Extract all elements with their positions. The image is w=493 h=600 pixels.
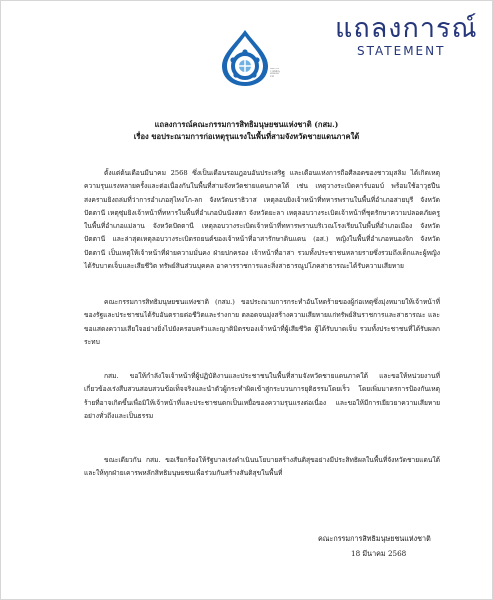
logo-caption: คณะกรรมการสิทธิมนุษยชนแห่งชาติ	[270, 68, 280, 78]
statement-date: 18 มีนาคม 2568	[351, 549, 407, 558]
body-paragraph: กสม. ขอให้กำลังใจเจ้าหน้าที่ผู้ปฏิบัติงานและประชาชนในพื้นที่สามจังหวัดชายแดนภาคใต้ และขอให้หน่วยงานที่เกี่ยวข้องเร่งสืบสวนสอบสวนข้อเท็จจริงและนำตัวผู้กระทำผิดเข้าสู่กระบวนการยุติธรรมโดยเร็ว โดยเพิ่มมาตรการป้องกันเหตุร้ายที่อาจเกิดขึ้นเพื่อมิให้เจ้าหน้าที่และประชาชนตกเป็นเหยื่อของความรุนแรงต่อเนื่อง และขอให้มีการเยียวยาความเสียหายอย่างทั่วถึงและเป็นธรรม	[84, 372, 440, 420]
organization-heading: แถลงการณ์คณะกรรมการสิทธิมนุษยชนแห่งชาติ (กสม.)	[154, 120, 339, 129]
body-paragraph: ตั้งแต่ต้นเดือนมีนาคม 2568 ซึ่งเป็นเดือนรอมฎอนอันประเสริฐ และเดือนแห่งการถือศีลอดของชาวมุสลิม ได้เกิดเหตุความรุนแรงหลายครั้งและต่อเนื่องกันในพื้นที่สามจังหวัดชายแดนภาคใต้ เช่น เหตุวางระเบิดคาร์บอมบ์ พร้อมใช้อาวุธปืนสงครามยิงถล่มที่ว่าการอำเภอสุไหงโก-ลก จังหวัดนราธิวาส เหตุลอบยิงเจ้าหน้าที่ทหารพรานในพื้นที่อำเภอสายบุรี จังหวัดปัตตานี เหตุซุ่มยิงเจ้าหน้าที่ทหารในพื้นที่อำเภอบันนังสตา จังหวัดยะลา เหตุลอบวางระเบิดเจ้าหน้าที่ชุดรักษาความปลอดภัยครูในพื้นที่อำเภอแม่ลาน จังหวัดปัตตานี เหตุลอบวางระเบิดเจ้าหน้าที่ทหารพรานบริเวณโรงเรียนในพื้นที่อำเภอเมือง จังหวัดปัตตานี และล่าสุดเหตุลอบวางระเบิดรถยนต์ของเจ้าหน้าที่อาสารักษาดินแดน (อส.) หญิงในพื้นที่อำเภอหนองจิก จังหวัดปัตตานี เป็นเหตุให้เจ้าหน้าที่ฝ่ายความมั่นคง ฝ่ายปกครอง เจ้าหน้าที่อาสา รวมทั้งประชาชนหลายรายซึ่งรวมถึงเด็กและผู้หญิงได้รับบาดเจ็บและเสียชีวิต ทรัพย์สินส่วนบุคคล อาคารราชการและสิ่งสาธารณูปโภคสาธารณะได้รับความเสียหาย	[84, 169, 440, 271]
body-paragraph: ขณะเดียวกัน กสม. ขอเรียกร้องให้รัฐบาลเร่งดำเนินนโยบายสร้างสันติสุขอย่างมีประสิทธิผลในพื้นที่จังหวัดชายแดนใต้ และให้ทุกฝ่ายเคารพหลักสิทธิมนุษยชนเพื่อร่วมกันสร้างสันติสุขในพื้นที่	[84, 456, 440, 478]
subject-line: เรื่อง ขอประณามการก่อเหตุรุนแรงในพื้นที่สามจังหวัดชายแดนภาคใต้	[133, 132, 360, 141]
statement-title-thai: แถลงการณ์	[335, 13, 478, 44]
nhrc-emblem-icon	[218, 28, 272, 88]
statement-title-english: STATEMENT	[357, 44, 446, 58]
signature-block: คณะกรรมการสิทธิมนุษยชนแห่งชาติ	[318, 534, 431, 543]
letterhead	[0, 0, 493, 108]
body-paragraph: คณะกรรมการสิทธิมนุษยชนแห่งชาติ (กสม.) ขอประณามการกระทำอันโหดร้ายของผู้ก่อเหตุซึ่งมุ่งหมายให้เจ้าหน้าที่ของรัฐและประชาชนได้รับอันตรายต่อชีวิตและร่างกาย ตลอดจนมุ่งสร้างความเสียหายแก่ทรัพย์สินราชการและสาธารณะ และขอแสดงความเสียใจอย่างยิ่งไปยังครอบครัวและญาติมิตรของเจ้าหน้าที่ผู้เสียชีวิต ผู้ได้รับบาดเจ็บ รวมทั้งประชาชนที่ได้รับผลกระทบ	[84, 298, 440, 346]
